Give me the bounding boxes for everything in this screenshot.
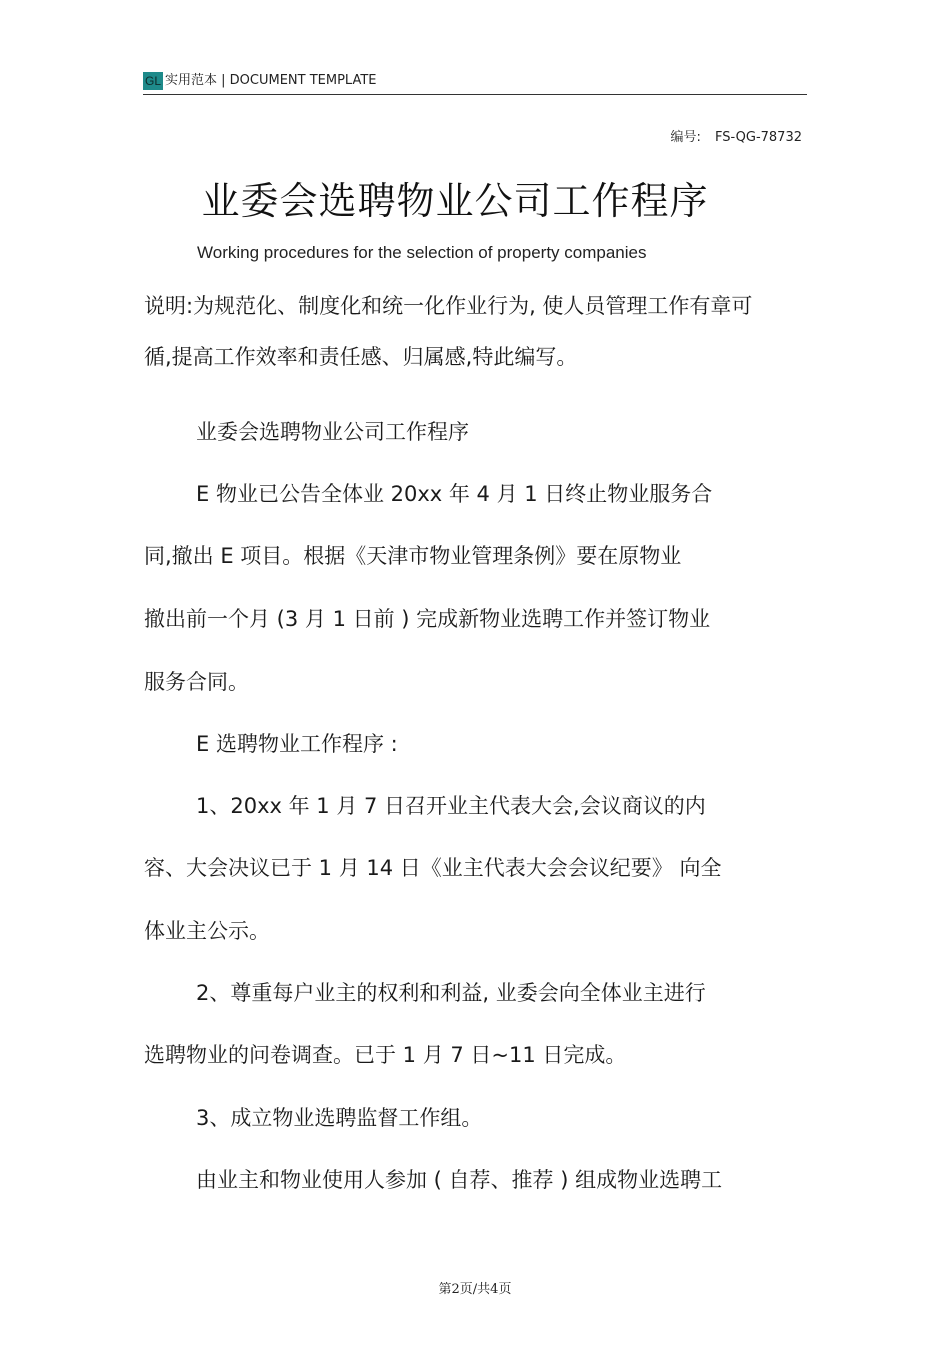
document-number-label: 编号:	[670, 130, 701, 145]
body-line: 由业主和物业使用人参加 ( 自荐、推荐 ) 组成物业选聘工	[196, 1168, 723, 1192]
header-text: 实用范本 | DOCUMENT TEMPLATE	[165, 73, 377, 88]
body-line: 2、尊重每户业主的权利和利益, 业委会向全体业主进行	[196, 981, 706, 1005]
body-line: 3、成立物业选聘监督工作组。	[196, 1106, 483, 1130]
body-line: 说明:为规范化、制度化和统一化作业行为, 使人员管理工作有章可	[144, 294, 753, 318]
page-header	[143, 70, 807, 95]
document-title: 业委会选聘物业公司工作程序	[201, 179, 709, 223]
body-line: 循,提高工作效率和责任感、归属感,特此编写。	[144, 345, 578, 369]
document-subtitle: Working procedures for the selection of property companies	[197, 243, 647, 262]
body-line: 容、大会决议已于 1 月 14 日《业主代表大会会议纪要》 向全	[144, 856, 722, 880]
body-line: 服务合同。	[144, 670, 249, 694]
brand-logo: GL	[145, 74, 162, 88]
body-line: 撤出前一个月 (3 月 1 日前 ) 完成新物业选聘工作并签订物业	[144, 607, 711, 631]
body-line: 1、20xx 年 1 月 7 日召开业主代表大会,会议商议的内	[196, 794, 706, 818]
body-line: 同,撤出 E 项目。根据《天津市物业管理条例》要在原物业	[144, 544, 682, 568]
document-number	[670, 126, 802, 145]
body-line: E 选聘物业工作程序 :	[196, 732, 398, 756]
page-footer: 第2页/共4页	[438, 1282, 512, 1297]
body-line: 选聘物业的问卷调查。已于 1 月 7 日~11 日完成。	[144, 1043, 627, 1067]
body-line: 业委会选聘物业公司工作程序	[196, 420, 469, 444]
body-line: E 物业已公告全体业 20xx 年 4 月 1 日终止物业服务合	[196, 482, 713, 506]
body-line: 体业主公示。	[144, 919, 270, 943]
document-number-value: FS-QG-78732	[714, 130, 802, 145]
